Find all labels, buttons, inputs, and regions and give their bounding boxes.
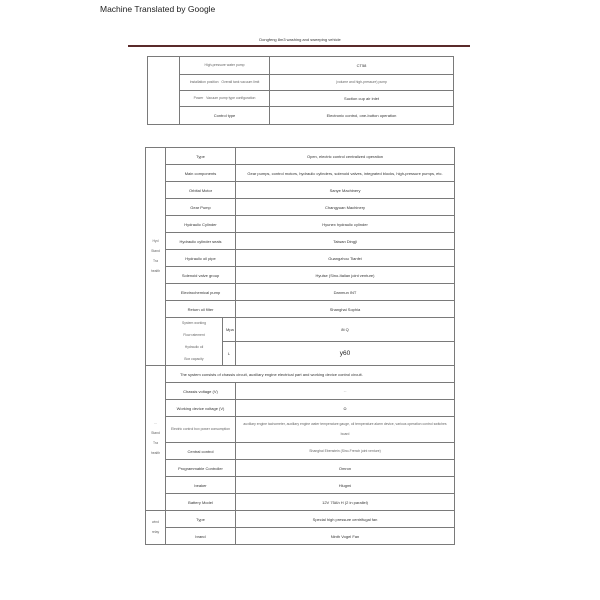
spec-value-cell: Shanghai Sophia: [236, 301, 455, 318]
spec-name-cell: Main components: [166, 165, 236, 182]
spec-value-cell: Gear pumps, control motors, hydraulic cylinders, solenoid valves, integrated blocks, high-pressure pumps, etc.: [236, 165, 455, 182]
config-value-cell: (volume and high-pressure) pump: [270, 75, 454, 91]
section-label-text: wind: [152, 520, 159, 524]
oil-value-cell: y60: [236, 342, 455, 366]
section-label-text: Tra: [153, 440, 158, 445]
spec-name-cell: Programmable Controller: [166, 460, 236, 477]
document-title: Dongfeng 8m3 washing and sweeping vehicle: [259, 37, 341, 42]
spec-value-cell: Ω: [236, 400, 455, 417]
spec-value-cell: Special high pressure centrifugal fan: [236, 511, 455, 528]
spec-name-cell: Chassis voltage (V): [166, 383, 236, 400]
translation-banner: Machine Translated by Google: [100, 4, 216, 14]
config-label-cell: Control type: [180, 107, 270, 125]
spec-value-cell: Taiwan Dingji: [236, 233, 455, 250]
spec-name-cell: Electric control box power consumption: [166, 417, 236, 443]
fan-section-label: [146, 511, 166, 545]
section-label-text: health: [150, 269, 161, 273]
spec-value-cell: Ninth Vogel Fan: [236, 528, 455, 545]
electrical-section-label: [146, 366, 166, 511]
section-label-text: Hyd: [152, 239, 159, 243]
pressure-label-cell: System working: [166, 318, 223, 330]
config-table: [147, 56, 454, 125]
spec-value-cell: Open, electric control centralized operation: [236, 148, 455, 165]
section-label-text: relay: [151, 530, 160, 534]
spec-value-cell: Omron: [236, 460, 455, 477]
config-label-cell: [180, 91, 270, 107]
spec-name-cell: Gear Pump: [166, 199, 236, 216]
config-group-label: Installation position: [189, 80, 219, 84]
spec-name-cell: Hydraulic oil pipe: [166, 250, 236, 267]
spec-name-cell: Battery Model: [166, 494, 236, 511]
section-label-text: Stand: [151, 249, 160, 253]
oil-label-cell: Box capacity: [166, 354, 223, 366]
section-label-text: health: [150, 450, 161, 455]
spec-name-cell: brand: [166, 528, 236, 545]
config-side-cell: [148, 57, 180, 125]
config-group-label: Power: [193, 96, 204, 100]
pressure-value-cell: 8t Q: [236, 318, 455, 342]
spec-value-cell: Guangzhou Tianfei: [236, 250, 455, 267]
spec-value-cell: Changyuan Machinery: [236, 199, 455, 216]
config-label-cell: [180, 75, 270, 91]
spec-name-cell: Hydraulic cylinder seals: [166, 233, 236, 250]
section-label-text: Tra: [153, 259, 158, 263]
section-label-text: ...: [154, 420, 157, 425]
spec-name-cell: Solenoid valve group: [166, 267, 236, 284]
spec-value-cell: Danmun INT: [236, 284, 455, 301]
config-sublabel: Vacuum pump type configuration: [206, 96, 256, 100]
spec-value-text: board: [340, 432, 350, 436]
spec-name-cell: Central control: [166, 443, 236, 460]
config-value-cell: CT58: [270, 57, 454, 75]
spec-name-cell: Return oil filter: [166, 301, 236, 318]
spec-value-cell: Hyunex hydraulic cylinder: [236, 216, 455, 233]
title-divider: [128, 45, 470, 47]
spec-value-cell: [236, 417, 455, 443]
spec-name-cell: Type: [166, 148, 236, 165]
pressure-label-cell: Flow ratement: [166, 330, 223, 342]
spec-name-cell: Hydraulic Cylinder: [166, 216, 236, 233]
spec-value-cell: 12V 75Ah H (2 in parallel): [236, 494, 455, 511]
spec-name-cell: beaker: [166, 477, 236, 494]
spec-value-cell: ...: [236, 383, 455, 400]
spec-name-cell: Orbital Motor: [166, 182, 236, 199]
spec-value-cell: Hyulse (Sino-Italian joint venture): [236, 267, 455, 284]
config-label-cell: High-pressure water pump: [180, 57, 270, 75]
spec-table: [145, 147, 455, 545]
oil-unit-cell: L: [223, 342, 236, 366]
spec-value-cell: Hlugmi: [236, 477, 455, 494]
config-sublabel: Overall tank vacuum limit: [221, 80, 260, 84]
spec-name-cell: Type: [166, 511, 236, 528]
spec-value-cell: Sanye Machinery: [236, 182, 455, 199]
electrical-intro: The system consists of chassis circuit, auxiliary engine electrical part and working device control circuit.: [166, 366, 455, 383]
spec-name-cell: Electrochemical pump: [166, 284, 236, 301]
oil-label-cell: Hydraulic oil: [166, 342, 223, 354]
spec-value-text: auxiliary engine tachometer, auxiliary engine water temperature gauge, oil temperature alarm device, various operation control switches: [243, 422, 447, 426]
config-value-cell: Suction cup air inlet: [270, 91, 454, 107]
pressure-unit-cell: Mpa: [223, 318, 236, 342]
config-value-cell: Electronic control, one-button operation: [270, 107, 454, 125]
hydraulic-section-label: [146, 148, 166, 366]
section-label-text: Stand: [151, 430, 160, 435]
spec-name-cell: Working device voltage (V): [166, 400, 236, 417]
spec-value-cell: Shanghai Ebenstein (Sino-French joint venture): [236, 443, 455, 460]
